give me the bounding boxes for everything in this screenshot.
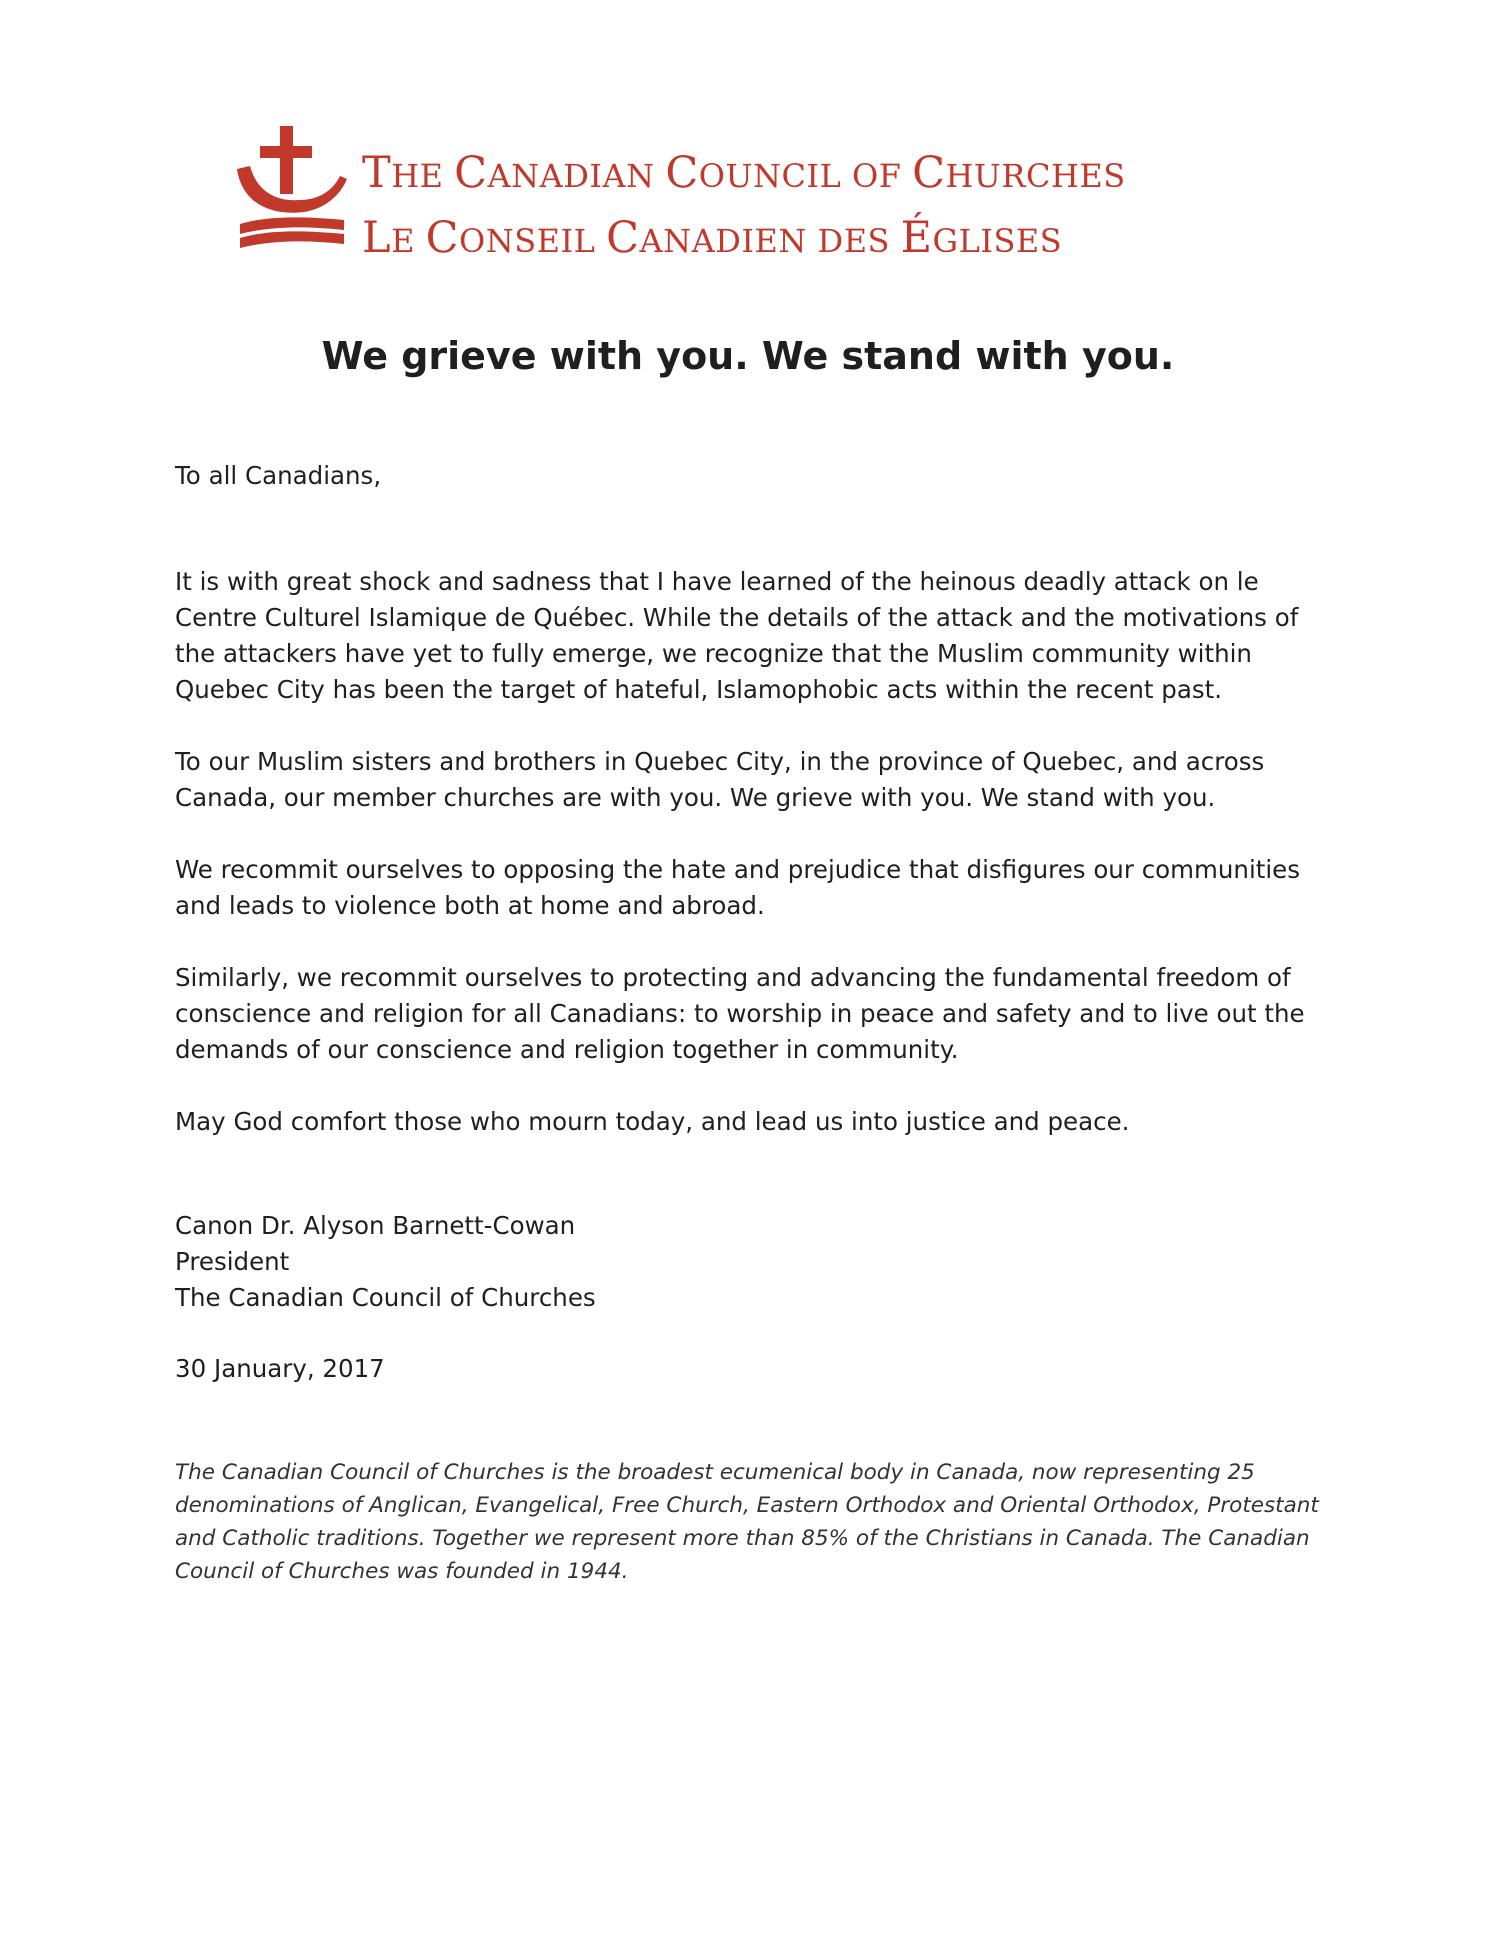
signature-block — [175, 1208, 1325, 1316]
paragraph: It is with great shock and sadness that I have learned of the heinous deadly attack on le Centre Culturel Islamique de Québec. While the details of the attack and the motivations of the attackers have yet to fully emerge, we recognize that the Muslim community within Quebec City has been the target of hateful, Islamophobic acts within the recent past. — [175, 567, 1299, 704]
cross-and-boat-icon — [232, 124, 352, 254]
paragraph: Similarly, we recommit ourselves to protecting and advancing the fundamental freedom of conscience and religion for all Canadians: to worship in peace and safety and to live out the demands of our conscience and religion together in community. — [175, 963, 1305, 1064]
headline: We grieve with you. We stand with you. — [321, 334, 1175, 378]
paragraph: To our Muslim sisters and brothers in Quebec City, in the province of Quebec, and across Canada, our member churches are with you. We grieve with you. We stand with you. — [175, 747, 1265, 812]
signatory-organization: The Canadian Council of Churches — [175, 1283, 596, 1312]
paragraph: We recommit ourselves to opposing the hate and prejudice that disfigures our communities and leads to violence both at home and abroad. — [175, 855, 1301, 920]
footer-note: The Canadian Council of Churches is the broadest ecumenical body in Canada, now representing 25 denominations of Anglican, Evangelical, Free Church, Eastern Orthodox and Oriental Orthodox, Protestant and Catholic traditions. Together we represent more than 85% of the Christians in Canada. The Canadian Council of Churches was founded in 1944. — [175, 1460, 1319, 1584]
signatory-title: President — [175, 1247, 290, 1276]
letterhead — [232, 124, 1272, 264]
letter-date: 30 January, 2017 — [175, 1354, 385, 1383]
letter-body — [175, 564, 1325, 1176]
salutation: To all Canadians, — [175, 461, 382, 490]
signatory-name: Canon Dr. Alyson Barnett-Cowan — [175, 1211, 576, 1240]
organization-name-french: LE CONSEIL CANADIEN DES ÉGLISES — [362, 213, 1063, 263]
organization-name — [362, 142, 1126, 272]
organization-name-english: THE CANADIAN COUNCIL OF CHURCHES — [362, 148, 1126, 198]
paragraph: May God comfort those who mourn today, and lead us into justice and peace. — [175, 1107, 1130, 1136]
